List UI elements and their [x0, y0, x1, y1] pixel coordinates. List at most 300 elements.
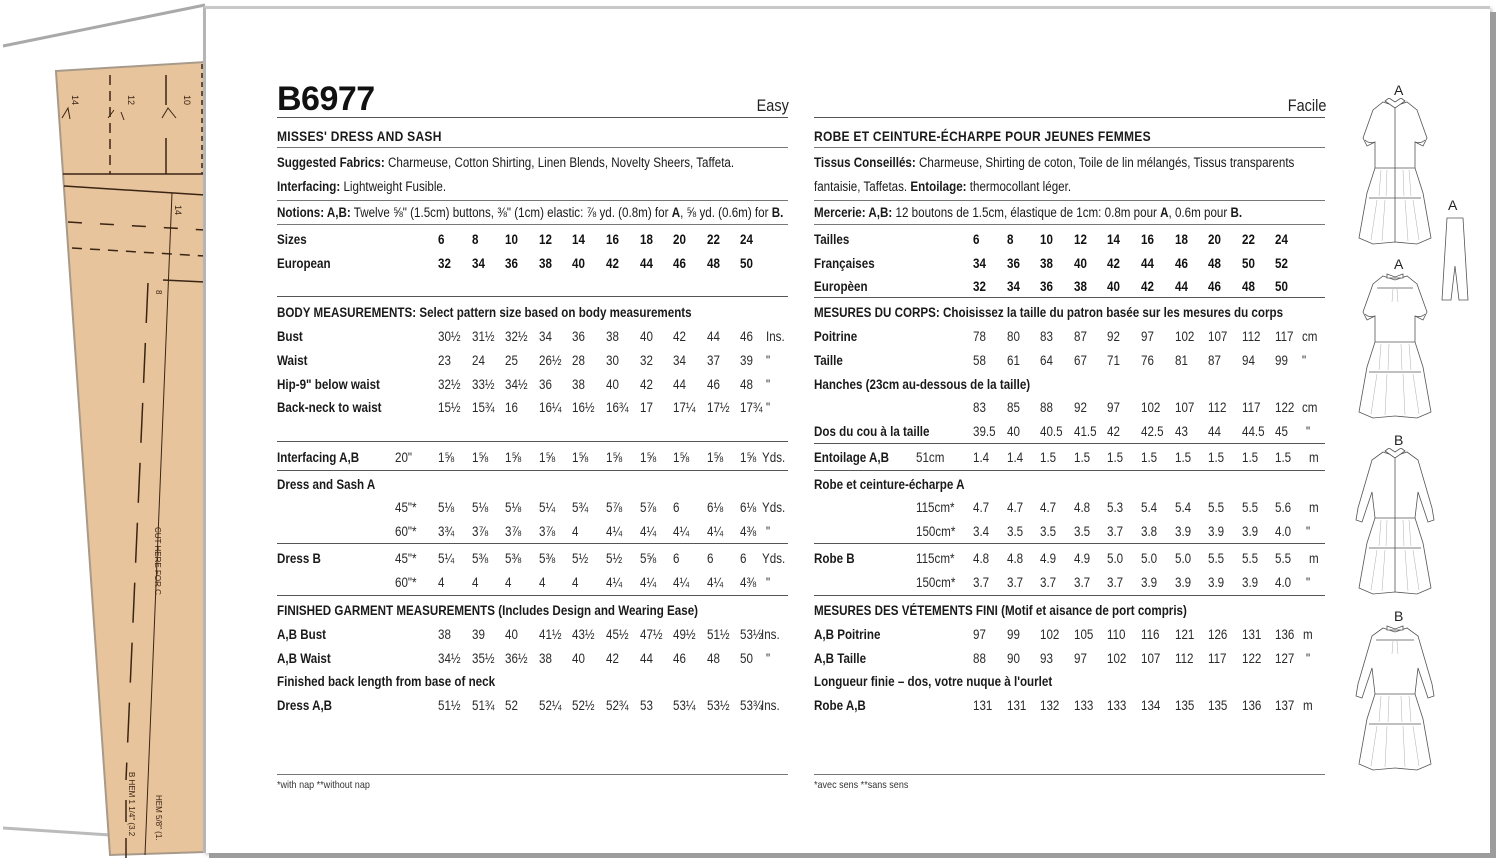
table-cell: 16¼	[538, 400, 562, 415]
fabric-width: 45"*	[395, 551, 417, 566]
size-cell: 16	[606, 232, 619, 247]
table-cell: 5.5	[1208, 551, 1225, 566]
finished-measurements-heading: FINISHED GARMENT MEASUREMENTS (Includes Design and Wearing Ease)	[277, 603, 699, 618]
table-cell: 1⅝	[639, 450, 656, 465]
fabrics-line	[814, 155, 1294, 170]
table-cell: 48	[706, 651, 720, 666]
table-cell: 34	[538, 329, 552, 344]
size-cell: 34	[1006, 279, 1020, 294]
table-cell: 71	[1107, 353, 1121, 368]
fabrics-line-2	[814, 179, 1071, 194]
table-cell: 132	[1040, 698, 1060, 713]
size-cell: 20	[673, 232, 687, 247]
table-cell: 4¼	[639, 524, 656, 539]
row-label: Hip-9" below waist	[277, 377, 380, 392]
divider-line	[277, 224, 788, 225]
fabric-width: 51cm	[916, 450, 945, 465]
table-cell: 117	[1241, 400, 1261, 415]
table-cell: 97	[1073, 651, 1087, 666]
view-label: A	[1394, 256, 1404, 272]
table-cell: 16½	[572, 400, 595, 415]
table-cell: 137	[1275, 698, 1295, 713]
table-cell: 133	[1073, 698, 1094, 713]
row-label: A,B Taille	[814, 651, 867, 666]
table-cell: 34½	[438, 651, 461, 666]
fabric-width: 20"	[395, 450, 413, 465]
table-cell: 126	[1208, 627, 1228, 642]
table-cell: 131	[1241, 627, 1262, 642]
table-cell: 44	[1208, 424, 1222, 439]
size-cell: 50	[740, 256, 754, 271]
row-label: Dress and Sash A	[277, 477, 376, 492]
table-cell: 1.4	[1006, 450, 1023, 465]
table-cell: 43	[1174, 424, 1188, 439]
size-cell: 38	[538, 256, 552, 271]
unit-cell: "	[1306, 651, 1311, 666]
table-cell: 1.5	[1241, 450, 1258, 465]
dress-b-front-drawing	[1352, 448, 1438, 598]
table-cell: 5.0	[1141, 551, 1158, 566]
technical-drawings	[1340, 80, 1480, 780]
table-cell: 42	[606, 651, 619, 666]
table-cell: 23	[438, 353, 451, 368]
fabric-width: 45"*	[395, 500, 417, 515]
table-cell: 5¾	[572, 500, 589, 515]
table-cell: 41½	[538, 627, 562, 642]
unit-cell: "	[1306, 424, 1311, 439]
pattern-tissue	[0, 0, 220, 858]
size-cell: 32	[973, 279, 986, 294]
size-cell: 22	[706, 232, 720, 247]
table-cell: 4¼	[673, 524, 690, 539]
table-cell: 39	[740, 353, 754, 368]
interfacing-value: Lightweight Fusible.	[343, 179, 447, 194]
table-cell: 53½	[706, 698, 730, 713]
unit-cell: cm	[1302, 400, 1318, 415]
size-cell: 10	[1040, 232, 1054, 247]
table-cell: 44.5	[1241, 424, 1265, 439]
difficulty-label-en: Easy	[756, 96, 789, 115]
table-cell: 39	[471, 627, 485, 642]
table-cell: 16	[505, 400, 519, 415]
row-label: Robe A,B	[814, 698, 866, 713]
table-cell: 102	[1040, 627, 1060, 642]
footnote: *with nap **without nap	[277, 779, 370, 791]
table-cell: 1⅝	[438, 450, 455, 465]
table-cell: 1.5	[1040, 450, 1057, 465]
row-label: Back-neck to waist	[277, 400, 382, 415]
unit-cell: "	[1306, 575, 1311, 590]
table-cell: 33½	[471, 377, 495, 392]
table-cell: 5.4	[1174, 500, 1191, 515]
table-cell: 4	[572, 575, 579, 590]
table-cell: 112	[1174, 651, 1194, 666]
view-label: B	[1394, 432, 1404, 448]
table-cell: 35½	[471, 651, 495, 666]
table-cell: 51½	[438, 698, 461, 713]
table-cell: 4.9	[1073, 551, 1090, 566]
table-cell: 5¼	[538, 500, 555, 515]
table-cell: 1⅝	[538, 450, 555, 465]
table-cell: 3.7	[973, 575, 990, 590]
table-cell: 97	[1107, 400, 1121, 415]
table-cell: 4¼	[606, 524, 623, 539]
table-cell: 52¼	[538, 698, 562, 713]
divider-line	[814, 470, 1325, 471]
view-ref: A	[671, 205, 681, 220]
table-cell: 52¾	[606, 698, 629, 713]
notions-info	[277, 205, 783, 220]
table-cell: 4.0	[1275, 524, 1292, 539]
table-cell: 49½	[673, 627, 696, 642]
table-cell: 99	[1006, 627, 1020, 642]
interfacing-label: Interfacing:	[277, 179, 341, 194]
table-cell: 97	[1141, 329, 1154, 344]
table-cell: 5.6	[1275, 500, 1292, 515]
table-cell: 38	[538, 651, 552, 666]
body-measurements-heading: BODY MEASUREMENTS: Select pattern size based on body measurements	[277, 305, 692, 320]
table-cell: 52½	[572, 698, 595, 713]
notions-text: , 0.6m pour	[1168, 205, 1231, 220]
table-cell: 46	[740, 329, 754, 344]
table-cell: 116	[1141, 627, 1160, 642]
table-cell: 50	[740, 651, 754, 666]
table-cell: 4	[572, 524, 579, 539]
size-cell: 36	[1040, 279, 1054, 294]
table-cell: 107	[1208, 329, 1228, 344]
table-cell: 41.5	[1073, 424, 1097, 439]
table-cell: 30½	[438, 329, 461, 344]
table-cell: 5.5	[1208, 500, 1225, 515]
size-cell: 22	[1241, 232, 1255, 247]
pattern-title: ROBE ET CEINTURE-ÉCHARPE POUR JEUNES FEMMES	[814, 128, 1151, 144]
table-cell: 64	[1040, 353, 1054, 368]
table-cell: 4.7	[1006, 500, 1023, 515]
table-cell: 3.7	[1006, 575, 1023, 590]
size-cell: 18	[1174, 232, 1188, 247]
table-cell: 4.0	[1275, 575, 1292, 590]
table-cell: 87	[1073, 329, 1087, 344]
divider-line	[277, 147, 788, 148]
table-cell: 5.5	[1241, 500, 1258, 515]
table-cell: 131	[1006, 698, 1026, 713]
unit-cell: Yds.	[762, 551, 786, 566]
table-cell: 6	[673, 500, 680, 515]
row-label: Waist	[277, 353, 308, 368]
table-cell: 3¾	[438, 524, 455, 539]
sash-a-drawing	[1441, 216, 1471, 304]
table-cell: 4	[538, 575, 546, 590]
unit-cell: Ins.	[761, 627, 780, 642]
table-cell: 83	[973, 400, 986, 415]
table-cell: 122	[1275, 400, 1295, 415]
size-cell: 8	[471, 232, 479, 247]
table-cell: 37	[706, 353, 720, 368]
fabrics-label: Tissus Conseillés:	[814, 155, 916, 170]
table-cell: 102	[1174, 329, 1194, 344]
size-cell: 46	[673, 256, 687, 271]
svg-text:B HEM 1 1/4" (3.2: B HEM 1 1/4" (3.2	[127, 772, 136, 837]
table-cell: 135	[1208, 698, 1228, 713]
table-cell: 3.5	[1073, 524, 1090, 539]
table-cell: 67	[1073, 353, 1087, 368]
size-cell: 8	[1006, 232, 1014, 247]
svg-text:8: 8	[154, 290, 163, 295]
table-cell: 3.9	[1141, 575, 1158, 590]
table-cell: 5.5	[1241, 551, 1258, 566]
size-cell: 32	[438, 256, 451, 271]
divider-line	[277, 200, 788, 201]
size-cell: 46	[1208, 279, 1222, 294]
row-label: A,B Poitrine	[814, 627, 881, 642]
table-cell: 136	[1241, 698, 1262, 713]
table-cell: 117	[1275, 329, 1294, 344]
table-cell: 117	[1208, 651, 1227, 666]
table-cell: 6	[706, 551, 714, 566]
table-cell: 1.5	[1174, 450, 1191, 465]
pattern-code: B6977	[277, 80, 375, 118]
svg-text:10: 10	[182, 95, 192, 106]
footnote: *avec sens **sans sens	[814, 779, 909, 791]
table-cell: 5⅛	[438, 500, 455, 515]
size-cell: 40	[1073, 256, 1087, 271]
divider-line	[814, 147, 1325, 148]
divider-line	[277, 470, 788, 471]
divider-line	[814, 297, 1325, 298]
table-cell: 135	[1174, 698, 1194, 713]
table-cell: 1⅝	[572, 450, 589, 465]
table-cell: 52	[505, 698, 519, 713]
table-cell: 3.9	[1174, 575, 1191, 590]
table-cell: 3.9	[1208, 524, 1225, 539]
difficulty-label-fr: Facile	[1287, 96, 1326, 115]
table-cell: 107	[1141, 651, 1161, 666]
table-cell: 42	[639, 377, 653, 392]
divider-line	[277, 543, 788, 544]
fabric-width: 150cm*	[916, 524, 956, 539]
table-cell: 39.5	[973, 424, 996, 439]
table-cell: 92	[1107, 329, 1121, 344]
table-cell: 3⅞	[471, 524, 488, 539]
table-cell: 45½	[606, 627, 629, 642]
size-cell: 6	[438, 232, 445, 247]
size-cell: 10	[505, 232, 519, 247]
table-cell: 5¼	[438, 551, 455, 566]
row-label: Taille	[814, 353, 843, 368]
table-cell: 5⅜	[505, 551, 522, 566]
divider-line	[814, 543, 1325, 544]
table-cell: 4⅜	[740, 524, 757, 539]
table-cell: 5⅞	[606, 500, 623, 515]
unit-cell: "	[766, 651, 771, 666]
hanches-label: Hanches (23cm au-dessous de la taille)	[814, 377, 1031, 392]
table-cell: 3⅞	[538, 524, 555, 539]
table-cell: 15¾	[471, 400, 495, 415]
table-cell: 136	[1275, 627, 1295, 642]
table-cell: 32½	[438, 377, 461, 392]
body-measurements-heading: MESURES DU CORPS: Choisissez la taille du patron basée sur les mesures du corps	[814, 305, 1284, 320]
table-cell: 34	[673, 353, 687, 368]
divider-line	[814, 224, 1325, 225]
table-cell: 122	[1241, 651, 1262, 666]
table-cell: 88	[1040, 400, 1054, 415]
table-cell: 78	[973, 329, 986, 344]
row-label: Bust	[277, 329, 303, 344]
table-cell: 127	[1275, 651, 1295, 666]
table-cell: 26½	[538, 353, 562, 368]
table-cell: 3.7	[1073, 575, 1090, 590]
svg-text:12: 12	[126, 95, 136, 106]
size-cell: 42	[606, 256, 619, 271]
row-label: Robe B	[814, 551, 855, 566]
size-cell: 38	[1073, 279, 1087, 294]
size-cell: 34	[973, 256, 986, 271]
table-cell: 42	[673, 329, 687, 344]
row-label: Dress B	[277, 551, 321, 566]
size-cell: 24	[1275, 232, 1289, 247]
svg-text:14: 14	[173, 205, 183, 216]
table-cell: 17	[639, 400, 653, 415]
table-cell: 6	[673, 551, 680, 566]
unit-cell: m	[1309, 450, 1319, 465]
table-cell: 44	[639, 651, 653, 666]
table-cell: 1⅝	[740, 450, 757, 465]
table-cell: 94	[1241, 353, 1255, 368]
table-cell: 38	[438, 627, 451, 642]
table-cell: 110	[1107, 627, 1126, 642]
table-cell: 97	[973, 627, 986, 642]
divider-line	[814, 443, 1325, 444]
table-cell: 3.7	[1107, 524, 1124, 539]
table-cell: 1.5	[1141, 450, 1158, 465]
table-cell: 4.7	[1040, 500, 1057, 515]
table-cell: 48	[740, 377, 754, 392]
table-cell: 4	[505, 575, 512, 590]
size-cell: 44	[1141, 256, 1154, 271]
notions-text: Twelve ⅝" (1.5cm) buttons, ⅜" (1cm) elastic: ⅞ yd. (0.8m) for	[353, 205, 672, 220]
finished-measurements-heading: MESURES DES VÉTEMENTS FINI (Motif et aisance de port compris)	[814, 603, 1187, 618]
size-cell: 6	[973, 232, 980, 247]
table-cell: 4¼	[706, 524, 723, 539]
table-cell: 87	[1208, 353, 1222, 368]
notions-label: Mercerie: A,B:	[814, 205, 893, 220]
table-cell: 4¼	[639, 575, 656, 590]
table-cell: 53¼	[673, 698, 696, 713]
table-cell: 5⅜	[538, 551, 555, 566]
unit-cell: Ins.	[761, 698, 780, 713]
notions-text: , ⅝ yd. (0.6m) for	[680, 205, 772, 220]
table-cell: 5.0	[1107, 551, 1124, 566]
size-cell: 48	[706, 256, 720, 271]
unit-cell: "	[766, 524, 771, 539]
table-cell: 36½	[505, 651, 528, 666]
divider-line	[277, 595, 788, 596]
table-cell: 90	[1006, 651, 1020, 666]
table-cell: 34½	[505, 377, 528, 392]
table-cell: 5½	[606, 551, 623, 566]
table-cell: 3.8	[1141, 524, 1158, 539]
unit-cell: "	[766, 400, 771, 415]
table-cell: 4¼	[606, 575, 623, 590]
divider-line	[277, 774, 788, 775]
view-label: A	[1394, 82, 1404, 98]
row-label: Interfacing A,B	[277, 450, 360, 465]
pattern-title: MISSES' DRESS AND SASH	[277, 128, 442, 144]
table-cell: 1⅝	[471, 450, 488, 465]
notions-text: 12 boutons de 1.5cm, élastique de 1cm: 0.8m pour	[895, 205, 1161, 220]
size-cell: 36	[505, 256, 519, 271]
table-cell: 5.3	[1107, 500, 1124, 515]
table-cell: 4	[438, 575, 445, 590]
table-cell: 6	[740, 551, 747, 566]
table-cell: 92	[1073, 400, 1087, 415]
table-cell: 93	[1040, 651, 1054, 666]
unit-cell: "	[1302, 353, 1307, 368]
size-cell: 38	[1040, 256, 1054, 271]
table-cell: 53¾	[740, 698, 763, 713]
svg-text:HEM 5/8" (1.: HEM 5/8" (1.	[154, 795, 163, 841]
table-cell: 42.5	[1141, 424, 1164, 439]
interfacing-value: thermocollant léger.	[969, 179, 1072, 194]
unit-cell: m	[1303, 627, 1313, 642]
fabric-width: 60"*	[395, 524, 417, 539]
size-cell: 14	[572, 232, 586, 247]
table-cell: 30	[606, 353, 619, 368]
table-cell: 131	[973, 698, 993, 713]
size-cell: 52	[1275, 256, 1289, 271]
divider-line	[814, 200, 1325, 201]
table-cell: 51½	[706, 627, 730, 642]
size-cell: 14	[1107, 232, 1121, 247]
size-cell: 12	[538, 232, 552, 247]
interfacing-info	[277, 179, 446, 194]
view-ref: B.	[771, 205, 784, 220]
table-cell: 4.8	[1073, 500, 1090, 515]
size-cell: 48	[1241, 279, 1255, 294]
unit-cell: m	[1309, 500, 1319, 515]
table-cell: 5⅝	[639, 551, 656, 566]
table-cell: 1⅝	[673, 450, 690, 465]
back-length-label: Longueur finie – dos, votre nuque à l'ourlet	[814, 674, 1053, 689]
view-ref: B.	[1230, 205, 1243, 220]
table-cell: 1.5	[1275, 450, 1292, 465]
row-label: Entoilage A,B	[814, 450, 890, 465]
table-cell: 6⅛	[706, 500, 723, 515]
size-cell: 50	[1275, 279, 1289, 294]
table-cell: 107	[1174, 400, 1194, 415]
table-cell: 5⅛	[505, 500, 522, 515]
row-label: Dos du cou à la taille	[814, 424, 930, 439]
table-cell: 53½	[740, 627, 763, 642]
unit-cell: m	[1303, 698, 1313, 713]
size-cell: 16	[1141, 232, 1154, 247]
fabric-width: 115cm*	[916, 500, 955, 515]
row-label: Robe et ceinture-écharpe A	[814, 477, 965, 492]
size-cell: 24	[740, 232, 754, 247]
table-cell: 46	[706, 377, 720, 392]
unit-cell: "	[766, 377, 771, 392]
table-cell: 1⅝	[505, 450, 522, 465]
table-cell: 99	[1275, 353, 1289, 368]
table-cell: 4¼	[673, 575, 690, 590]
table-cell: 40	[606, 377, 619, 392]
divider-line	[277, 296, 788, 297]
table-cell: 47½	[639, 627, 663, 642]
size-cell: 42	[1107, 256, 1121, 271]
unit-cell: m	[1309, 551, 1319, 566]
table-cell: 40	[572, 651, 586, 666]
table-cell: 61	[1006, 353, 1020, 368]
